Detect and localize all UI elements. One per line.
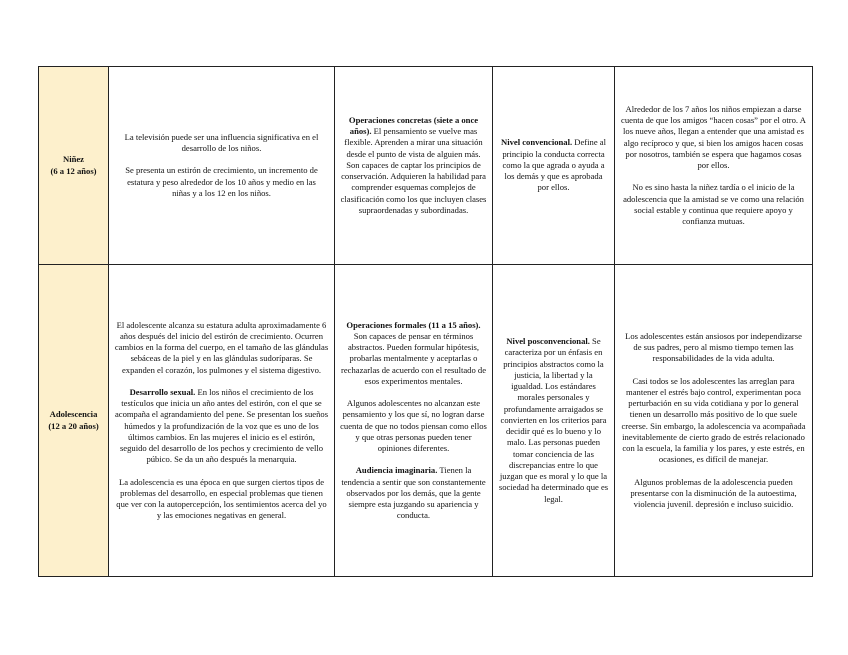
paragraph: Algunos adolescentes no alcanzan este pensamiento y los que sí, no logran darse cuenta de que no todos piensan como ellos y que otras personas pueden tener opiniones diferentes. (340, 398, 487, 453)
paragraph: El adolescente alcanza su estatura adulta aproximadamente 6 años después del inicio del estirón de crecimiento. Ocurren cambios en la forma del cuerpo, en el tamaño de las glándulas sebáceas de la piel y en las glándulas sudoríparas. Se expanden el corazón, los pulmones y el sistema digestivo. (114, 319, 329, 375)
cognitive-cell (335, 67, 493, 265)
paragraph-heading: Operaciones formales (11 a 15 años). (346, 319, 481, 330)
cognitive-cell (335, 265, 493, 577)
physical-cell (109, 265, 335, 577)
stage-ages: (12 a 20 años) (48, 420, 99, 431)
paragraph: Casi todos se los adolescentes las arreglan para mantener el estrés bajo control, experimentan poca perturbación en su vida cotidiana y por lo general tienen un desarrollo más positivo de lo que suele creerse. Sin embargo, la adolescencia va acompañada inevitablemente de cierto grado de estrés relacionado con la escuela, la familia y los pares, y este estrés, en ocasiones, es difícil de manejar. (621, 375, 806, 465)
stage-name: Adolescencia (49, 409, 98, 420)
table-row-ninez (39, 67, 813, 265)
paragraph: Nivel posconvencional. Se caracteriza por un énfasis en principios abstractos como la justicia, la libertad y la igualdad. Los estándares morales personales y profundamente arraigados se convierten en los criterios para decidir qué es lo bueno y lo malo. Las personas pueden tomar conciencia de las discrepancias entre lo que juzgan que es moral y lo que la sociedad ha determinado que es legal. (498, 336, 609, 504)
table-row-adolescencia (39, 265, 813, 577)
paragraph: Desarrollo sexual. En los niños el crecimiento de los testículos que inicia un año antes del estirón, con el que se acompaña el agrandamiento del pene. Se presentan los sueños húmedos y la profundización de la voz que es uno de los últimos cambios. En las mujeres el inicio es el estirón, seguido del desarrollo de los pechos y crecimiento de vello púbico. Se da un año después la menarquia. (114, 386, 329, 465)
paragraph-heading: Audiencia imaginaria. (355, 465, 438, 476)
moral-cell (493, 67, 615, 265)
paragraph-heading: Nivel convencional. (500, 137, 573, 148)
development-table (38, 66, 813, 577)
paragraph-heading: Nivel posconvencional. (506, 336, 590, 347)
stage-cell (39, 67, 109, 265)
social-cell (615, 67, 813, 265)
paragraph: Alrededor de los 7 años los niños empiezan a darse cuenta de que los amigos “hacen cosas” por el otro. A los nueve años, llegan a entender que una amistad es algo recíproco y que, si bien los amigos hacen cosas por nosotros, también se espera que hagamos cosas por ellos. (621, 103, 806, 170)
paragraph-heading: Operaciones concretas (siete a once años). (348, 114, 479, 137)
paragraph: La televisión puede ser una influencia significativa en el desarrollo de los niños. (124, 131, 319, 154)
stage-name: Niñez (62, 154, 84, 165)
stage-ages: (6 a 12 años) (50, 165, 97, 176)
social-cell (615, 265, 813, 577)
paragraph: Operaciones concretas (siete a once años). El pensamiento se vuelve mas flexible. Aprenden a mirar una situación desde el punto de vista de alguien más. Son capaces de captar los principios de conservación. Adquieren la habilidad para comprender esquemas complejos de clasificación como los que incluyen clases supraordenadas y subordinadas. (340, 114, 487, 215)
paragraph: No es sino hasta la niñez tardía o el inicio de la adolescencia que la amistad se ve como una relación social estable y continua que requiere apoyo y confianza mutuas. (623, 182, 804, 226)
paragraph: La adolescencia es una época en que surgen ciertos tipos de problemas del desarrollo, en especial problemas que tienen que ver con la autopercepción, los sentimientos acerca del yo y las emociones negativas en general. (116, 476, 327, 521)
paragraph: Nivel convencional. Define al principio la conducta correcta como la que agrada o ayuda a los demás y que es aprobada por ellos. (500, 137, 607, 193)
paragraph: Los adolescentes están ansiosos por independizarse de sus padres, pero al mismo tiempo temen las responsabilidades de la vida adulta. (625, 330, 802, 364)
paragraph: Algunos problemas de la adolescencia pueden presentarse con la disminución de la autoestima, violencia juvenil. depresión e incluso suicidio. (630, 476, 797, 509)
moral-cell (493, 265, 615, 577)
paragraph: Se presenta un estirón de crecimiento, un incremento de estatura y peso alrededor de los 10 años y medio en las niñas y a los 12 en los niños. (125, 165, 318, 198)
paragraph: Audiencia imaginaria. Tienen la tendencia a sentir que son constantemente observados por los demás, que la gente siempre esta juzgando su apariencia y conducta. (341, 465, 486, 521)
paragraph: Operaciones formales (11 a 15 años). Son capaces de pensar en términos abstractos. Pueden formular hipótesis, probarlas mentalmente y aceptarlas o rechazarlas de acuerdo con el resultado de esos experimentos mentales. (340, 319, 487, 386)
paragraph-heading: Desarrollo sexual. (129, 386, 196, 397)
physical-cell (109, 67, 335, 265)
stage-cell (39, 265, 109, 577)
